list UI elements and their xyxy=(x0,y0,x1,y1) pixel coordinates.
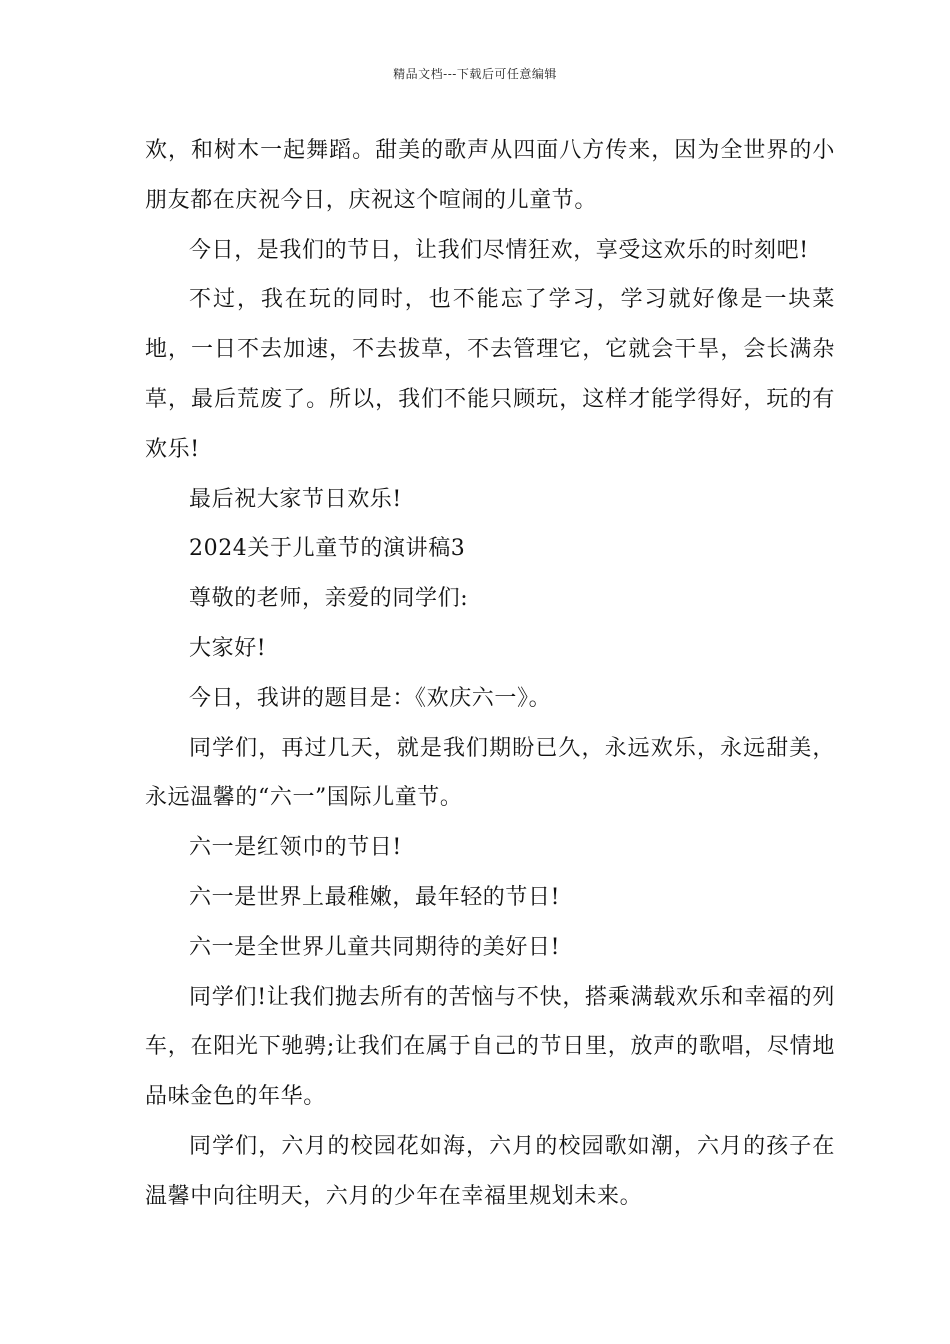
paragraph-11: 六一是世界上最稚嫩，最年轻的节日! xyxy=(189,884,561,910)
paragraph-12: 六一是全世界儿童共同期待的美好日! xyxy=(189,934,561,960)
greeting: 大家好! xyxy=(189,635,267,661)
salutation: 尊敬的老师，亲爱的同学们: xyxy=(189,586,469,612)
paragraph-3: 不过，我在玩的同时，也不能忘了学习，学习就好像是一块菜地，一日不去加速，不去拔草，不去管理它，它就会干旱，会长满杂草，最后荒废了。所以，我们不能只顾玩，这样才能学得好，玩的有欢乐! xyxy=(145,287,835,462)
paragraph-9: 同学们，再过几天，就是我们期盼已久，永远欢乐，永远甜美，永远温馨的“六一”国际儿童节。 xyxy=(145,735,835,811)
paragraph-13: 同学们!让我们抛去所有的苦恼与不快，搭乘满载欢乐和幸福的列车，在阳光下驰骋;让我们在属于自己的节日里，放声的歌唱，尽情地品味金色的年华。 xyxy=(145,984,835,1110)
paragraph-14: 同学们，六月的校园花如海，六月的校园歌如潮，六月的孩子在温馨中向往明天，六月的少年在幸福里规划未来。 xyxy=(145,1133,835,1209)
section-heading: 2024关于儿童节的演讲稿3 xyxy=(189,536,466,562)
document-body xyxy=(145,126,835,1222)
paragraph-10: 六一是红领巾的节日! xyxy=(189,835,402,861)
paragraph-topic: 今日，我讲的题目是：《欢庆六一》。 xyxy=(189,685,552,711)
paragraph-2: 今日，是我们的节日，让我们尽情狂欢，享受这欢乐的时刻吧! xyxy=(189,237,809,263)
page-header: 精品文档---下载后可任意编辑 xyxy=(393,67,557,81)
paragraph-4: 最后祝大家节日欢乐! xyxy=(189,486,402,512)
paragraph-1: 欢，和树木一起舞蹈。甜美的歌声从四面八方传来，因为全世界的小朋友都在庆祝今日，庆祝这个喧闹的儿童节。 xyxy=(145,138,835,213)
